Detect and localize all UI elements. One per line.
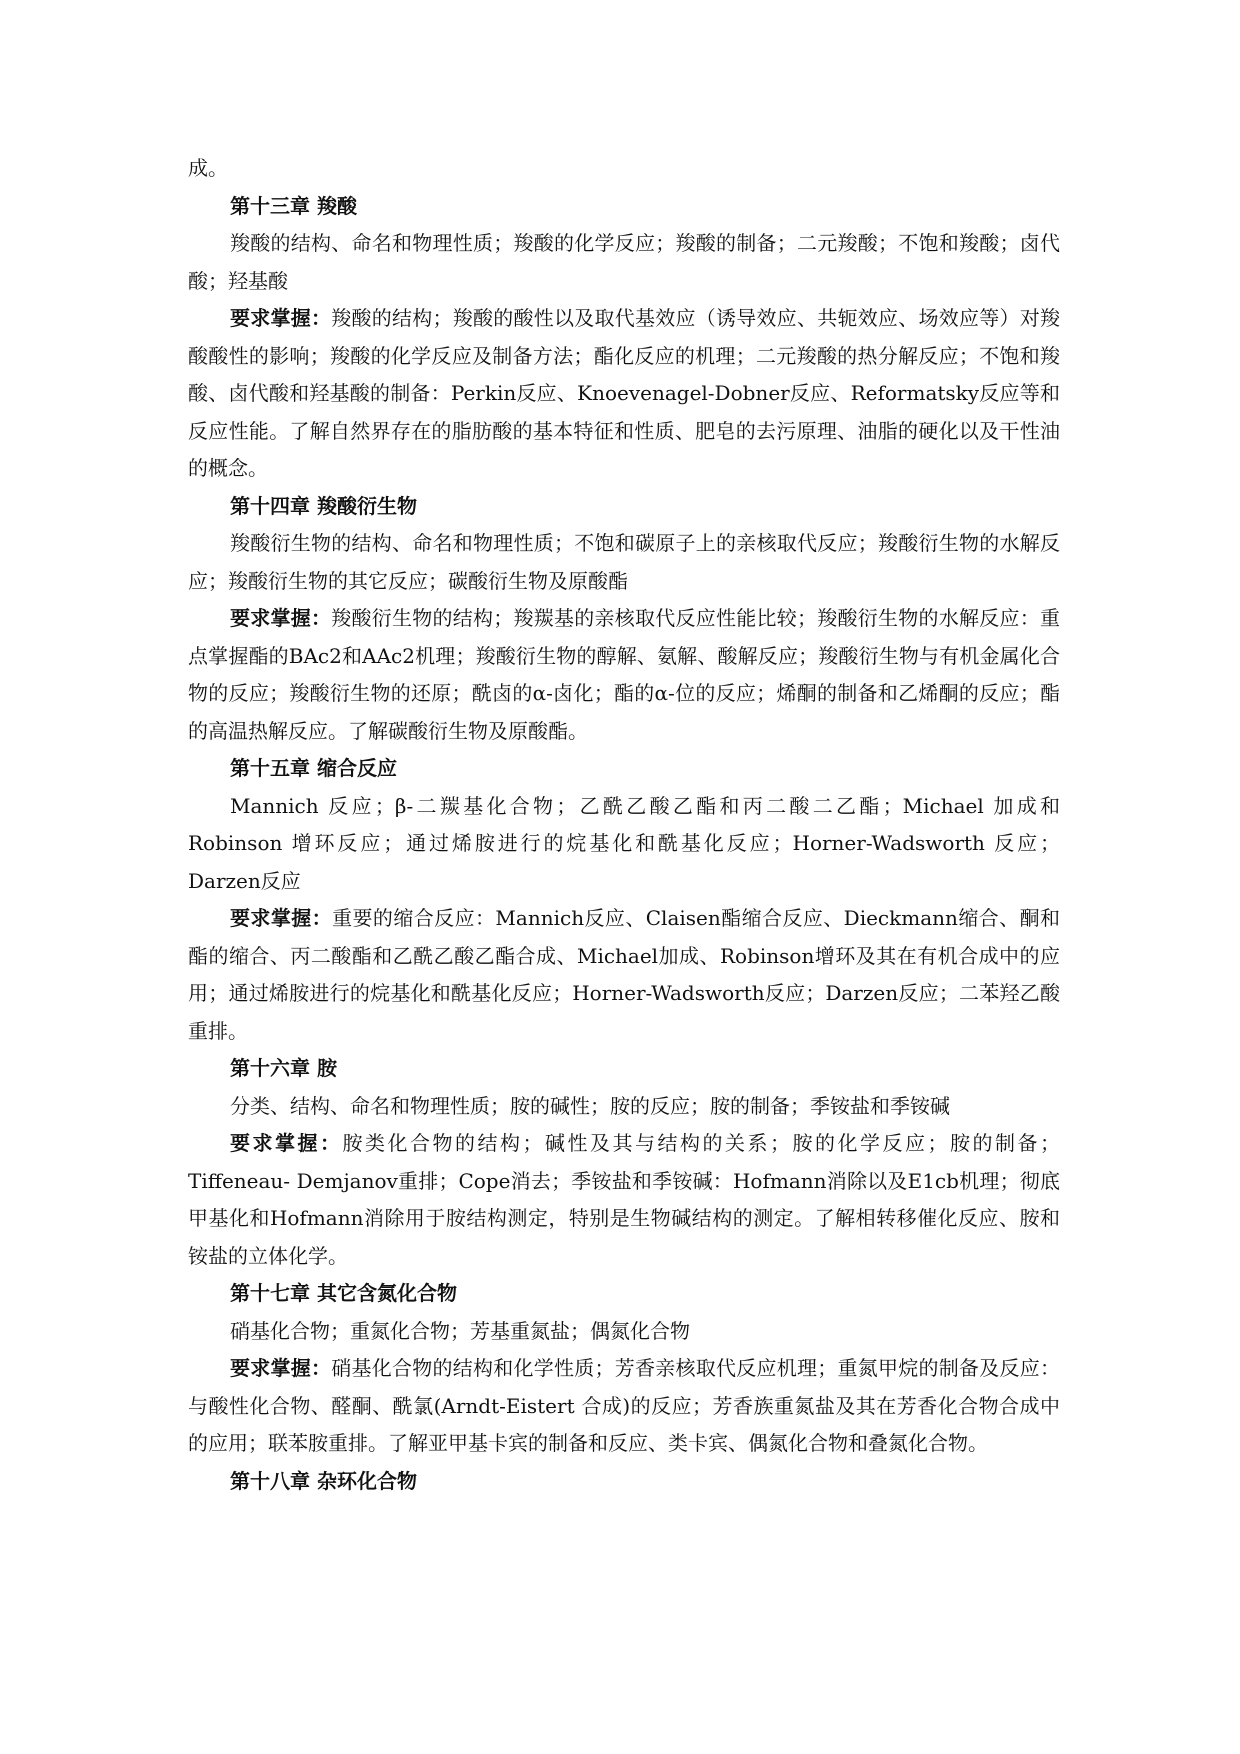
chapter-14-requirements: [188, 600, 1060, 750]
chapter-15-summary: Mannich 反应；β-二羰基化合物；乙酰乙酸乙酯和丙二酸二乙酯；Michael 加成和Robinson 增环反应；通过烯胺进行的烷基化和酰基化反应；Horner-Wadsworth 反应；Darzen反应: [188, 793, 1060, 893]
requirements-text: 重要的缩合反应：Mannich反应、Claisen酯缩合反应、Dieckmann缩合、酮和酯的缩合、丙二酸酯和乙酰乙酸乙酯合成、Michael加成、Robinson增环及其在有机合成中的应用；通过烯胺进行的烷基化和酰基化反应；Horner-Wadsworth反应；Darzen反应；二苯羟乙酸重排。: [188, 906, 1060, 1043]
chapter-15-requirements: [188, 900, 1060, 1050]
chapter-17-title: 第十七章 其它含氮化合物: [230, 1281, 457, 1305]
chapter-13-requirements: [188, 300, 1060, 488]
requirements-label: 要求掌握：: [230, 606, 332, 630]
requirements-label: 要求掌握：: [230, 306, 332, 330]
chapter-14-summary: 羧酸衍生物的结构、命名和物理性质；不饱和碳原子上的亲核取代反应；羧酸衍生物的水解反应；羧酸衍生物的其它反应；碳酸衍生物及原酸酯: [188, 531, 1060, 593]
chapter-16-summary: 分类、结构、命名和物理性质；胺的碱性；胺的反应；胺的制备；季铵盐和季铵碱: [230, 1093, 950, 1118]
requirements-label: 要求掌握：: [230, 1356, 332, 1380]
requirements-text: 胺类化合物的结构；碱性及其与结构的关系；胺的化学反应；胺的制备；Tiffeneau- Demjanov重排；Cope消去；季铵盐和季铵碱：Hofmann消除以及E1cb机理；彻底甲基化和Hofmann消除用于胺结构测定，特别是生物碱结构的测定。了解相转移催化反应、胺和铵盐的立体化学。: [188, 1131, 1060, 1268]
requirements-text: 羧酸的结构；羧酸的酸性以及取代基效应（诱导效应、共轭效应、场效应等）对羧酸酸性的影响；羧酸的化学反应及制备方法；酯化反应的机理；二元羧酸的热分解反应；不饱和羧酸、卤代酸和羟基酸的制备：Perkin反应、Knoevenagel-Dobner反应、Reformatsky反应等和反应性能。了解自然界存在的脂肪酸的基本特征和性质、肥皂的去污原理、油脂的硬化以及干性油的概念。: [188, 306, 1060, 480]
document-page: [188, 150, 1060, 1500]
requirements-text: 硝基化合物的结构和化学性质；芳香亲核取代反应机理；重氮甲烷的制备及反应：与酸性化合物、醛酮、酰氯(Arndt-Eistert 合成)的反应；芳香族重氮盐及其在芳香化合物合成中的应用；联苯胺重排。了解亚甲基卡宾的制备和反应、类卡宾、偶氮化合物和叠氮化合物。: [188, 1356, 1060, 1455]
chapter-16-title: 第十六章 胺: [230, 1056, 337, 1080]
chapter-16-requirements: [188, 1125, 1060, 1275]
requirements-text: 羧酸衍生物的结构；羧羰基的亲核取代反应性能比较；羧酸衍生物的水解反应：重点掌握酯的BAc2和AAc2机理；羧酸衍生物的醇解、氨解、酸解反应；羧酸衍生物与有机金属化合物的反应；羧酸衍生物的还原；酰卤的α-卤化；酯的α-位的反应；烯酮的制备和乙烯酮的反应；酯的高温热解反应。了解碳酸衍生物及原酸酯。: [188, 606, 1060, 743]
chapter-17-summary: 硝基化合物；重氮化合物；芳基重氮盐；偶氮化合物: [230, 1318, 690, 1343]
intro-tail: 成。: [188, 156, 228, 180]
chapter-13-summary: 羧酸的结构、命名和物理性质；羧酸的化学反应；羧酸的制备；二元羧酸；不饱和羧酸；卤代酸；羟基酸: [188, 231, 1060, 293]
chapter-13-title: 第十三章 羧酸: [230, 193, 357, 218]
requirements-label: 要求掌握：: [230, 1131, 343, 1155]
chapter-14-title: 第十四章 羧酸衍生物: [230, 493, 417, 518]
chapter-15-title: 第十五章 缩合反应: [230, 756, 397, 780]
chapter-18-title: 第十八章 杂环化合物: [230, 1468, 417, 1493]
requirements-label: 要求掌握：: [230, 906, 333, 930]
chapter-17-requirements: [188, 1350, 1060, 1463]
